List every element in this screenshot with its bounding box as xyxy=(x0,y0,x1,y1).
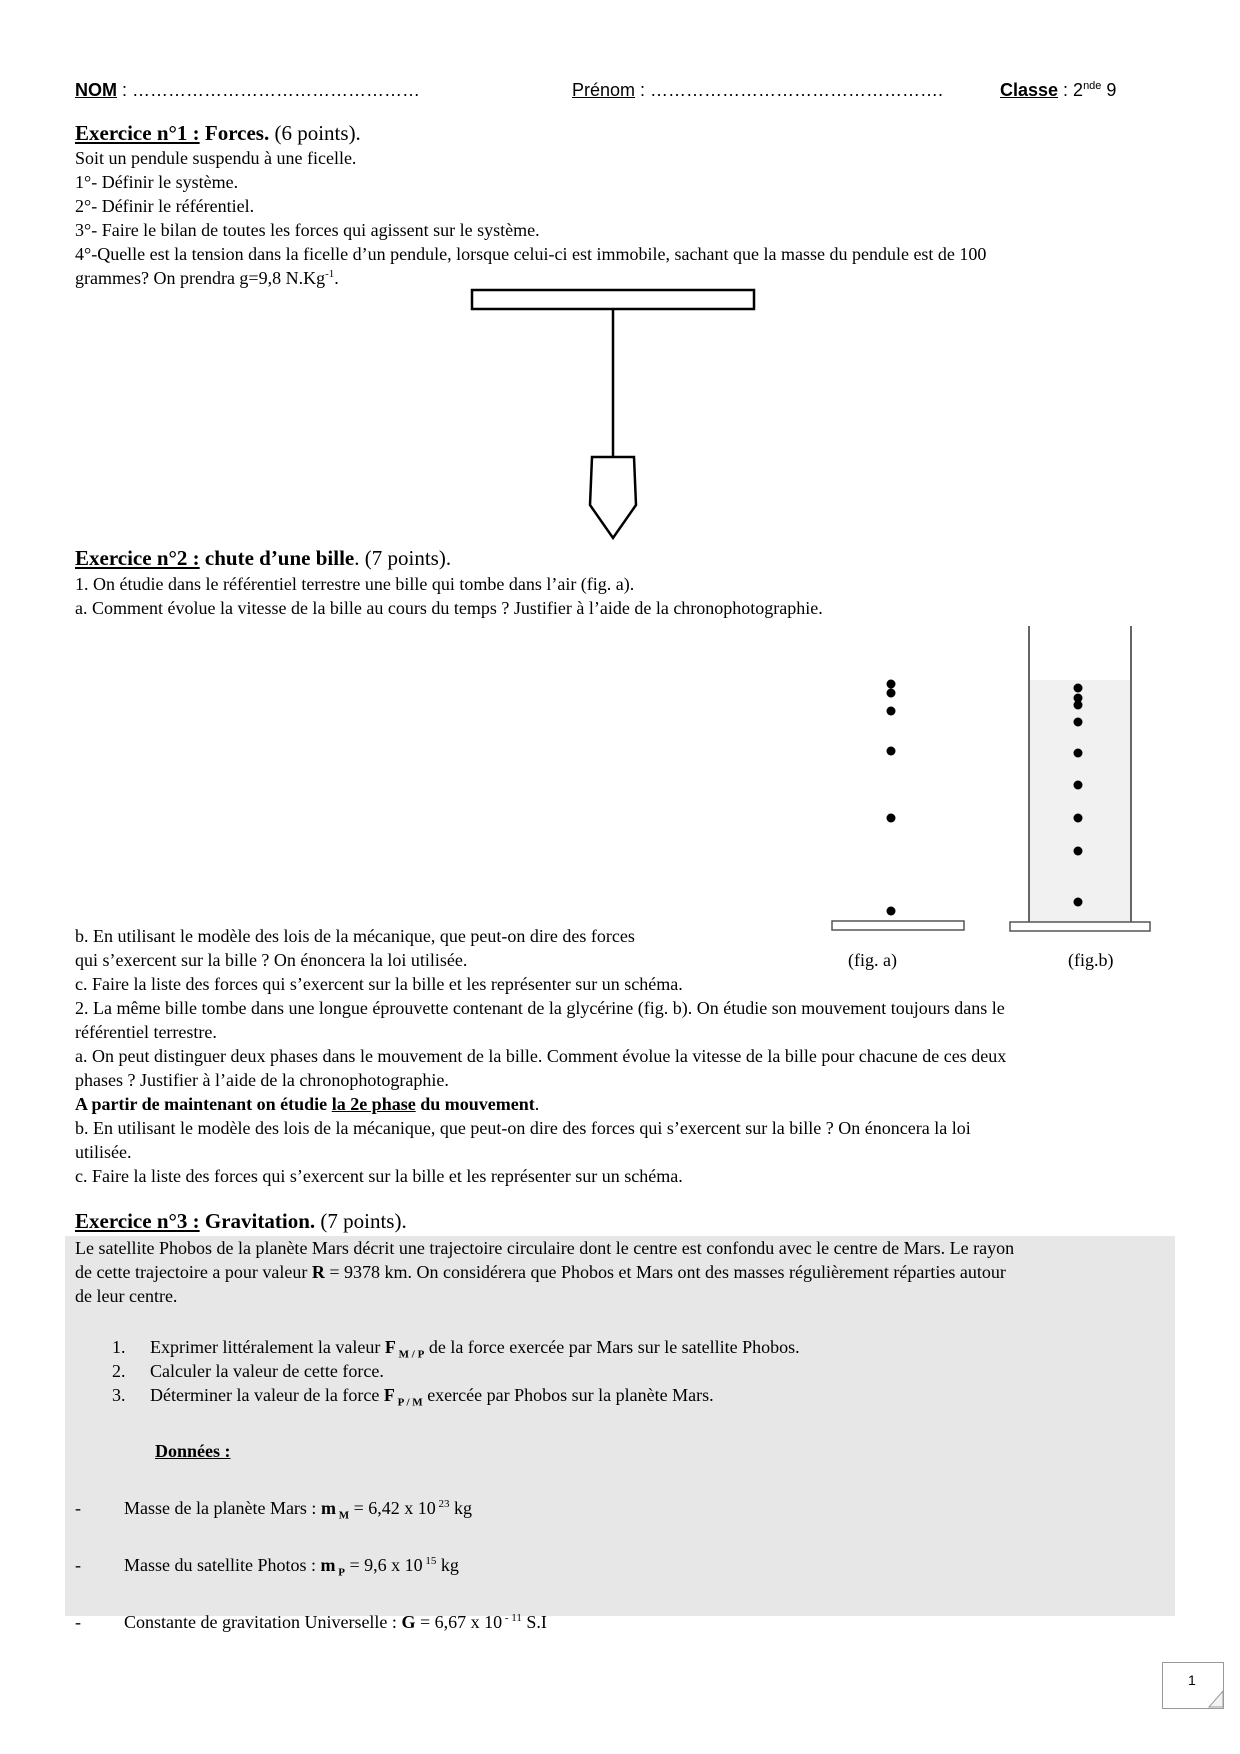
ex3-intro-line3: de leur centre. xyxy=(75,1286,178,1306)
ex1-title-name: Forces. xyxy=(199,121,270,145)
data-subscript: P xyxy=(335,1566,345,1579)
ex1-q4-end: . xyxy=(334,268,339,288)
ex2-p1a: a. Comment évolue la vitesse de la bille au cours du temps ? Justifier à l’aide de la chronophotographie. xyxy=(75,598,823,618)
data-value: = 9,6 x 10 xyxy=(344,1555,423,1575)
item-text: Calculer la valeur de cette force. xyxy=(150,1361,384,1381)
data-unit: kg xyxy=(436,1555,459,1575)
data-text xyxy=(124,1553,459,1577)
ex3-intro-line2b: = 9378 km. On considérera que Phobos et Mars ont des masses régulièrement réparties autour xyxy=(324,1262,1006,1282)
ex2-phase-note xyxy=(75,1092,539,1116)
figure-a xyxy=(825,675,970,937)
ball-position xyxy=(1074,701,1083,710)
ex1-points: (6 points). xyxy=(269,121,361,145)
figure-b xyxy=(1005,620,1155,938)
ex3-intro-line2 xyxy=(75,1260,1006,1284)
classe-label: Classe xyxy=(1000,80,1059,100)
data-exponent: 23 xyxy=(435,1498,450,1510)
ex3-radius-symbol: R xyxy=(311,1262,325,1282)
ball-position xyxy=(887,689,896,698)
header-nom xyxy=(75,78,420,102)
ball-position xyxy=(1074,847,1083,856)
list-dash: - xyxy=(75,1498,81,1518)
item-text-a: Exprimer littéralement la valeur xyxy=(150,1337,385,1357)
list-dash: - xyxy=(75,1555,81,1575)
item-text xyxy=(150,1383,714,1407)
force-subscript: M / P xyxy=(395,1348,425,1361)
ball-position xyxy=(1074,749,1083,758)
ball-position xyxy=(887,747,896,756)
data-subscript: M xyxy=(335,1509,350,1522)
phase-note-end: . xyxy=(534,1094,540,1114)
data-item-phobos-mass xyxy=(75,1553,459,1579)
data-symbol: G xyxy=(401,1612,416,1632)
ball-position xyxy=(1074,814,1083,823)
header-classe xyxy=(1000,78,1116,102)
item-text xyxy=(150,1335,800,1359)
force-symbol: F xyxy=(383,1385,395,1405)
ex2-p2c: c. Faire la liste des forces qui s’exercent sur la bille et les représenter sur un schéma. xyxy=(75,1166,683,1186)
ex2-p1: 1. On étudie dans le référentiel terrestre une bille qui tombe dans l’air (fig. a). xyxy=(75,574,635,594)
ex3-item-3 xyxy=(112,1383,714,1409)
prenom-field: : …………………………………………. xyxy=(635,80,944,100)
ex2-p2b-line2: utilisée. xyxy=(75,1142,132,1162)
data-exponent: 15 xyxy=(422,1555,437,1567)
phase-note-a: A partir de maintenant on étudie xyxy=(75,1094,332,1114)
data-label: Constante de gravitation Universelle : xyxy=(124,1612,402,1632)
fig-a-caption: (fig. a) xyxy=(848,950,897,970)
ex3-points: (7 points). xyxy=(315,1209,407,1233)
fig-a-base xyxy=(832,921,964,930)
prenom-label: Prénom xyxy=(572,80,636,100)
data-item-mars-mass xyxy=(75,1496,472,1522)
force-subscript: P / M xyxy=(394,1396,423,1409)
ex3-item-2 xyxy=(112,1359,384,1383)
ball-position xyxy=(1074,781,1083,790)
ex3-title xyxy=(75,1209,407,1233)
ex1-title-label: Exercice n°1 : xyxy=(75,121,200,145)
page-number: 1 xyxy=(1188,1672,1196,1688)
data-text xyxy=(124,1610,547,1634)
item-text-b: exercée par Phobos sur la planète Mars. xyxy=(422,1385,714,1405)
item-number: 1. xyxy=(112,1337,126,1357)
ex1-q4-line2 xyxy=(75,266,339,290)
ball-position xyxy=(887,907,896,916)
phase-note-b: du mouvement xyxy=(415,1094,535,1114)
item-text-b: de la force exercée par Mars sur le satellite Phobos. xyxy=(424,1337,800,1357)
ex2-p2b-line1: b. En utilisant le modèle des lois de la mécanique, que peut-on dire des forces qui s’exercent sur la bille ? On énoncera la loi xyxy=(75,1118,971,1138)
classe-num: 9 xyxy=(1101,80,1117,100)
data-unit: S.I xyxy=(521,1612,547,1632)
data-item-gravitational-constant xyxy=(75,1610,547,1634)
pendulum-support xyxy=(472,290,754,309)
ex1-q4-line1: 4°-Quelle est la tension dans la ficelle d’un pendule, lorsque celui-ci est immobile, sachant que la masse du pendule est de 100 xyxy=(75,244,987,264)
ball-position xyxy=(887,707,896,716)
ex2-p2-line2: référentiel terrestre. xyxy=(75,1022,217,1042)
ex2-p1b-line2: qui s’exercent sur la bille ? On énoncera la loi utilisée. xyxy=(75,950,468,970)
data-text xyxy=(124,1496,472,1520)
data-symbol: m xyxy=(320,1498,336,1518)
ex2-p2-line1: 2. La même bille tombe dans une longue éprouvette contenant de la glycérine (fig. b). On étudie son mouvement toujours dans le xyxy=(75,998,1005,1018)
pendulum-bob xyxy=(590,457,636,538)
ex2-title-name: chute d’une bille xyxy=(199,546,355,570)
ex2-p1c: c. Faire la liste des forces qui s’exercent sur la bille et les représenter sur un schéma. xyxy=(75,974,683,994)
ex2-p2a-line2: phases ? Justifier à l’aide de la chronophotographie. xyxy=(75,1070,449,1090)
classe-sup: nde xyxy=(1083,80,1102,92)
ex3-item-1 xyxy=(112,1335,800,1361)
ex1-q4-sup: -1 xyxy=(325,268,335,280)
ball-position xyxy=(887,680,896,689)
data-unit: kg xyxy=(449,1498,472,1518)
data-exponent: - 11 xyxy=(502,1612,522,1624)
item-number: 3. xyxy=(112,1385,126,1405)
data-label: Masse de la planète Mars : xyxy=(124,1498,321,1518)
ex1-q3: 3°- Faire le bilan de toutes les forces qui agissent sur le système. xyxy=(75,220,540,240)
fig-b-base xyxy=(1010,922,1150,931)
item-number: 2. xyxy=(112,1361,126,1381)
ex3-title-label: Exercice n°3 : xyxy=(75,1209,200,1233)
ex2-p1b-line1: b. En utilisant le modèle des lois de la mécanique, que peut-on dire des forces xyxy=(75,926,635,946)
data-value: = 6,42 x 10 xyxy=(349,1498,436,1518)
pendulum-figure xyxy=(460,285,770,545)
phase-note-underlined: la 2e phase xyxy=(331,1094,416,1114)
ex1-title xyxy=(75,121,361,145)
ball-position xyxy=(1074,684,1083,693)
ex3-intro-line1: Le satellite Phobos de la planète Mars décrit une trajectoire circulaire dont le centre est confondu avec le centre de Mars. Le rayon xyxy=(75,1238,1015,1258)
nom-field: : ………………………………………… xyxy=(117,80,421,100)
data-value: = 6,67 x 10 xyxy=(415,1612,503,1632)
ex2-title-label: Exercice n°2 : xyxy=(75,546,200,570)
ball-position xyxy=(887,814,896,823)
data-symbol: m xyxy=(320,1555,336,1575)
ex1-q1: 1°- Définir le système. xyxy=(75,172,239,192)
ball-position xyxy=(1074,898,1083,907)
ex2-title xyxy=(75,546,451,570)
classe-sep: : 2 xyxy=(1058,80,1084,100)
header-prenom xyxy=(572,78,943,102)
donnees-heading: Données : xyxy=(155,1441,231,1461)
ball-position xyxy=(1074,718,1083,727)
item-text-a: Déterminer la valeur de la force xyxy=(150,1385,384,1405)
ex1-q2: 2°- Définir le référentiel. xyxy=(75,196,255,216)
ex1-intro: Soit un pendule suspendu à une ficelle. xyxy=(75,148,357,168)
fig-b-caption: (fig.b) xyxy=(1068,950,1114,970)
glycerine xyxy=(1029,680,1131,922)
ex1-q4-text: grammes? On prendra g=9,8 N.Kg xyxy=(75,268,326,288)
ex3-intro-line2a: de cette trajectoire a pour valeur xyxy=(75,1262,312,1282)
list-dash: - xyxy=(75,1612,81,1632)
nom-label: NOM xyxy=(75,80,117,100)
ex2-points: . (7 points). xyxy=(354,546,452,570)
force-symbol: F xyxy=(384,1337,396,1357)
ex2-p2a-line1: a. On peut distinguer deux phases dans le mouvement de la bille. Comment évolue la vitesse de la bille pour chacune de ces deux xyxy=(75,1046,1007,1066)
ex3-title-name: Gravitation. xyxy=(199,1209,316,1233)
data-label: Masse du satellite Photos : xyxy=(124,1555,321,1575)
page-corner-fold xyxy=(1208,1690,1224,1708)
